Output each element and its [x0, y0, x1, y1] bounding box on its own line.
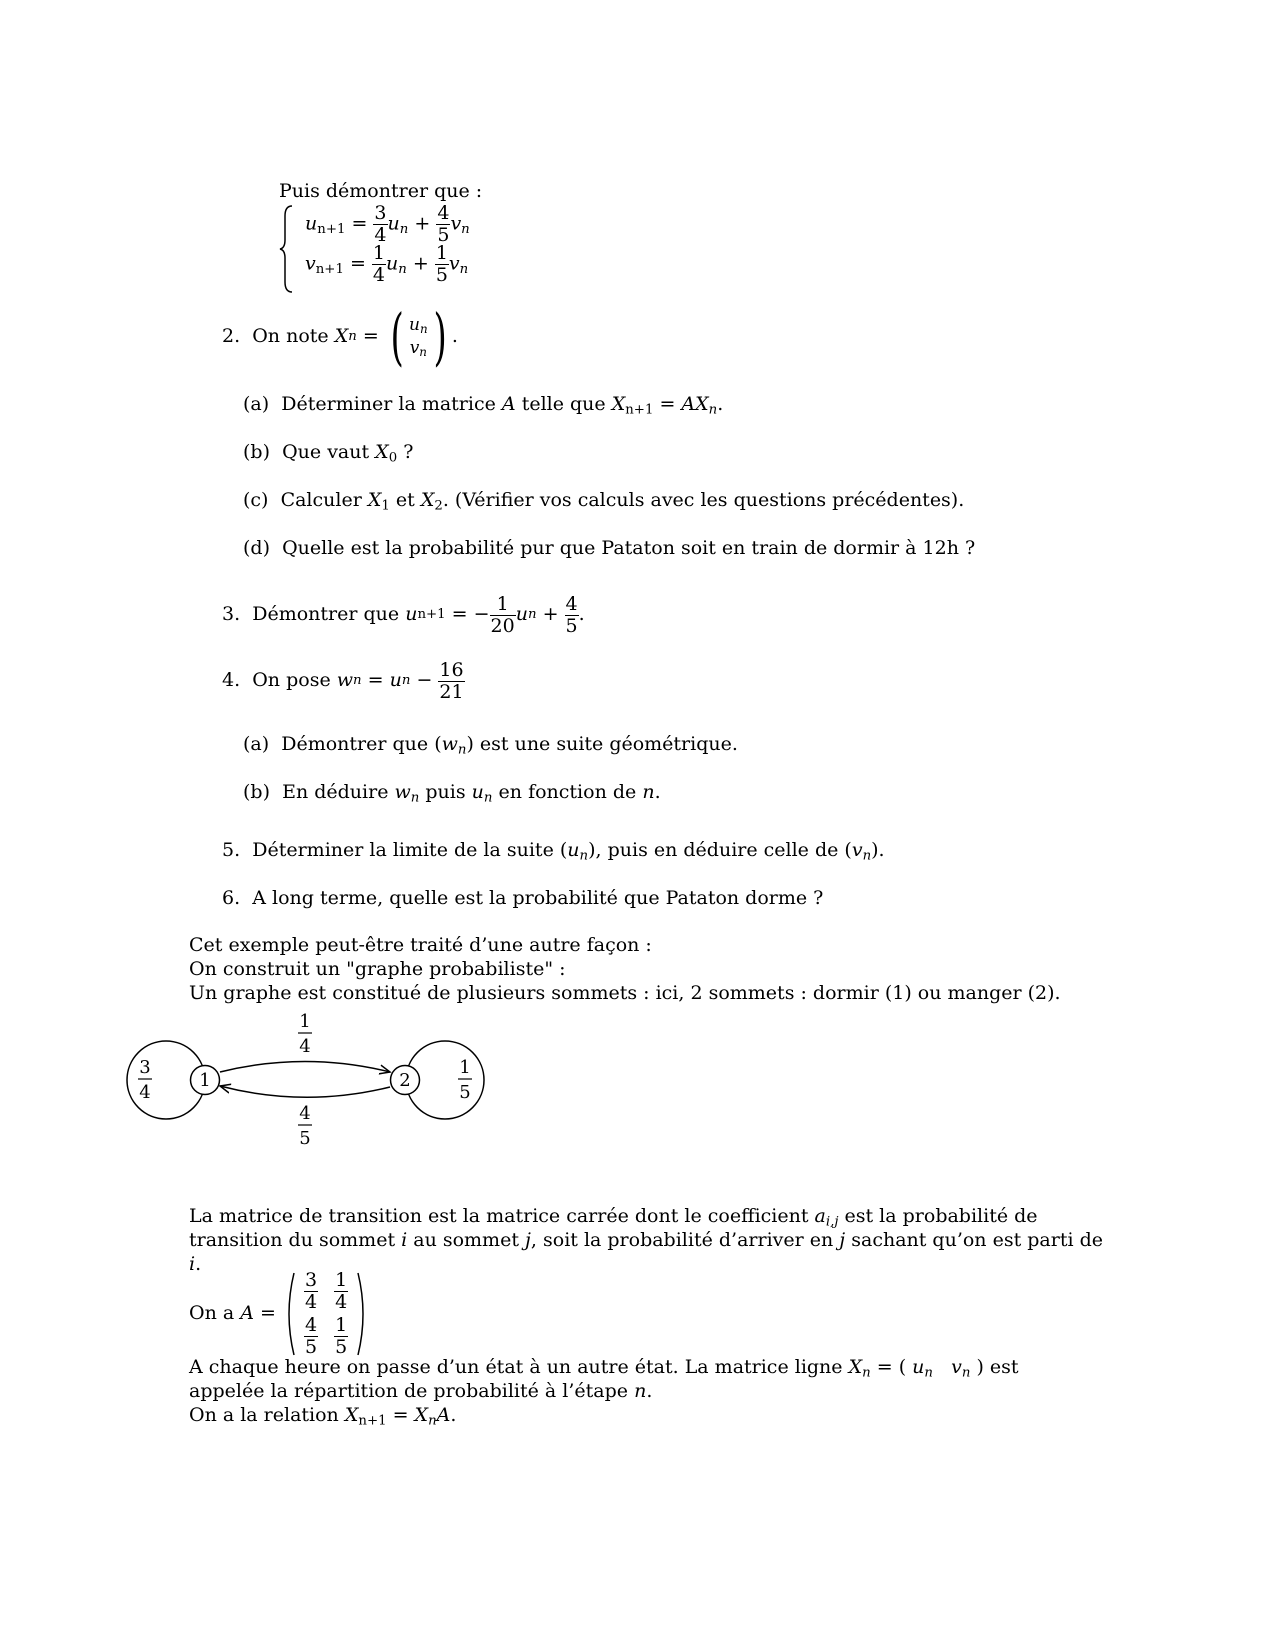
question-4a: (a) Démontrer que $(w_n)$ est une suite géométrique.	[243, 733, 738, 758]
question-3: 3. Démontrer que u n+1 = − $\frac{1}{20}$ u n + $\frac{4}{5}$ .	[222, 592, 585, 637]
edge-bottom-prob-den: 5	[299, 1128, 311, 1149]
question-2: 2. On note X n = ( $u_n$ $v_n$ ) .	[222, 300, 458, 373]
paragraph-line: appelée la répartition de probabilité à l’étape n.	[189, 1380, 653, 1402]
question-2b: (b) Que vaut $X_0$ ?	[243, 441, 414, 466]
paragraph-line: i.	[189, 1253, 202, 1275]
loop-2-prob-num: 1	[459, 1057, 471, 1078]
question-2d: (d) Quelle est la probabilité pur que Pataton soit en train de dormir à 12h ?	[243, 537, 976, 559]
edge-1-to-2	[220, 1062, 390, 1073]
loop-1-prob-num: 3	[139, 1057, 151, 1078]
paragraph-line: A chaque heure on passe d’un état à un autre état. La matrice ligne $X_n$ = ( $u_n$ $v_n$ ) est	[189, 1356, 1019, 1381]
edge-bottom-prob-num: 4	[299, 1103, 311, 1124]
matrix-a: On a A = $\frac{3}{4}$ $\frac{1}{4}$ $\frac{4}{5}$ $\frac{1}{5}$	[189, 1270, 370, 1358]
paragraph-line: La matrice de transition est la matrice carrée dont le coefficient $a_{i,j}$ est la probabilité de	[189, 1205, 1038, 1230]
probabilistic-graph	[120, 1005, 500, 1155]
left-brace-icon	[279, 204, 295, 294]
system-row-2: $v_{n+1}$ = $\frac{1}{4}$ $u_n$ + $\frac{1}{5}$ $v_n$	[305, 242, 469, 286]
node-2-label: 2	[399, 1070, 411, 1091]
system-row-1: $u_{n+1}$ = $\frac{3}{4}$ $u_n$ + $\frac{4}{5}$ $v_n$	[305, 202, 470, 246]
question-5: 5. Déterminer la limite de la suite $(u_n)$, puis en déduire celle de $(v_n)$.	[222, 839, 885, 864]
loop-2-prob-den: 5	[459, 1082, 471, 1103]
node-1-label: 1	[199, 1070, 211, 1091]
edge-top-prob-num: 1	[299, 1011, 311, 1032]
edge-2-to-1	[220, 1086, 390, 1097]
question-6: 6. A long terme, quelle est la probabilité que Pataton dorme ?	[222, 887, 824, 909]
question-2c: (c) Calculer $X_1$ et $X_2$. (Vérifier vos calculs avec les questions précédentes).	[243, 489, 965, 514]
question-4b: (b) En déduire $w_n$ puis $u_n$ en fonction de n.	[243, 781, 661, 806]
question-2a: (a) Déterminer la matrice A telle que $X_{n+1} = AX_n$.	[243, 393, 724, 418]
edge-top-prob-den: 4	[299, 1036, 311, 1057]
loop-1-prob-den: 4	[139, 1082, 151, 1103]
paragraph-line: Un graphe est constitué de plusieurs sommets : ici, 2 sommets : dormir (1) ou manger (2).	[189, 982, 1061, 1004]
paragraph-line: On construit un "graphe probabiliste" :	[189, 958, 566, 980]
paragraph-line: transition du sommet i au sommet j, soit la probabilité d’arriver en j sachant qu’on est parti de	[189, 1229, 1103, 1251]
paragraph-line: Cet exemple peut-être traité d’une autre façon :	[189, 934, 652, 956]
left-paren-icon	[282, 1271, 296, 1357]
right-paren-icon	[356, 1271, 370, 1357]
paragraph-line: On a la relation $X_{n+1} = X_nA$.	[189, 1404, 457, 1429]
intro-text: Puis démontrer que :	[279, 180, 483, 202]
question-4: 4. On pose w n = u n − $\frac{16}{21}$	[222, 658, 464, 703]
